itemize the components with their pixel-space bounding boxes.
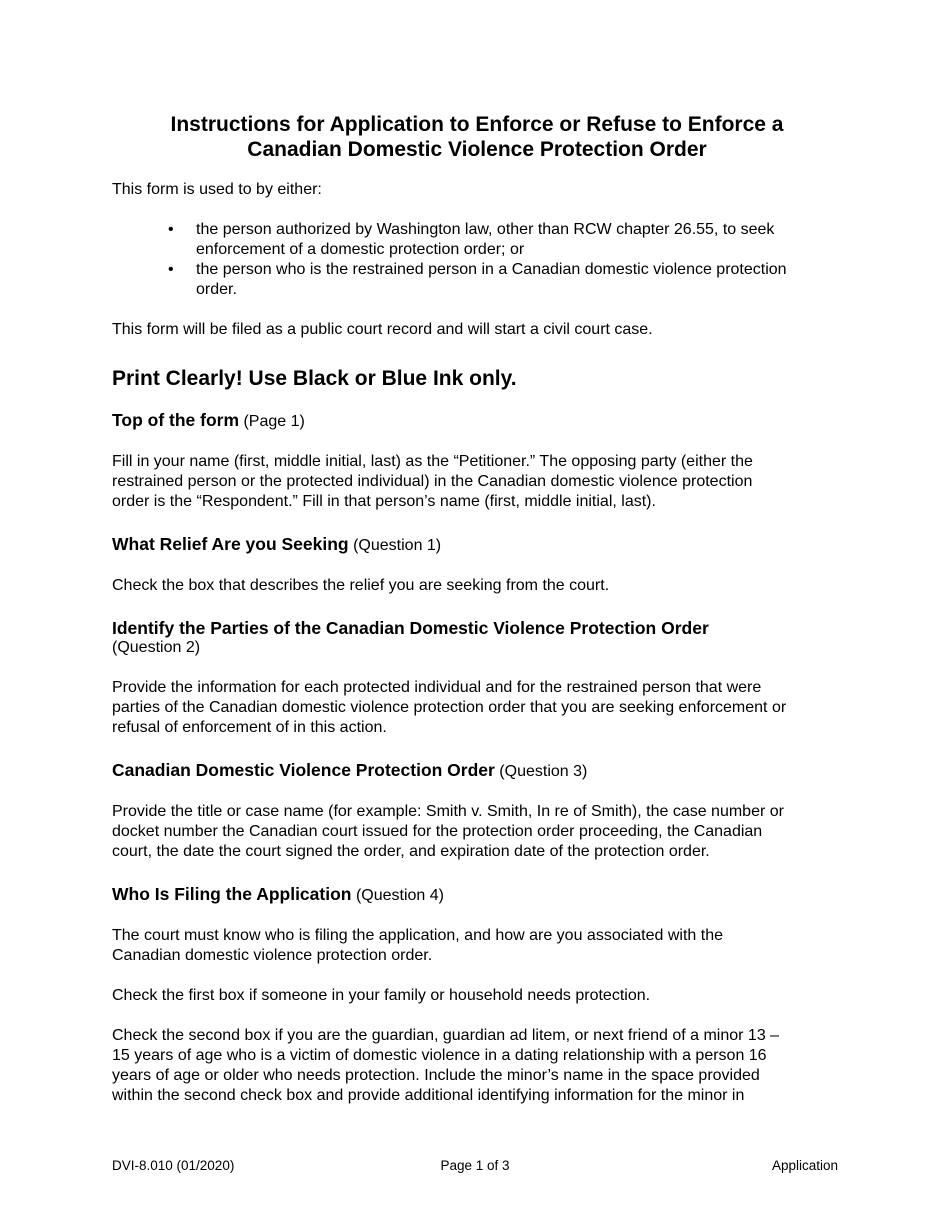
public-record-text: This form will be filed as a public court record and will start a civil court case. — [112, 321, 653, 338]
list-item — [112, 220, 842, 260]
body-line: Canadian domestic violence protection order. — [112, 947, 433, 964]
section-heading-title: Identify the Parties of the Canadian Domestic Violence Protection Order — [112, 618, 709, 638]
body-line: within the second check box and provide additional identifying information for the minor in — [112, 1087, 745, 1104]
section-heading-title: Who Is Filing the Application — [112, 884, 352, 904]
section-heading-relief — [112, 534, 842, 556]
section-heading-order — [112, 760, 842, 782]
footer-form-type: Application — [771, 1158, 838, 1173]
document-title — [112, 112, 842, 162]
body-line: restrained person or the protected individual) in the Canadian domestic violence protection — [112, 473, 753, 490]
filer-second-box-text — [112, 1026, 842, 1106]
body-line: order is the “Respondent.” Fill in that person’s name (first, middle initial, last). — [112, 493, 656, 510]
section-heading-parties — [112, 618, 842, 658]
body-line: Provide the title or case name (for example: Smith v. Smith, In re of Smith), the case number or — [112, 803, 784, 820]
section-heading-ref: (Question 2) — [112, 639, 201, 656]
bullet-icon: • — [168, 261, 174, 278]
section-heading-ref: (Question 4) — [355, 887, 444, 904]
bullet-line: the person authorized by Washington law, other than RCW chapter 26.55, to seek — [196, 221, 775, 238]
body-line: The court must know who is filing the application, and how are you associated with the — [112, 927, 723, 944]
bullet-list — [112, 220, 842, 300]
document-page — [112, 112, 842, 1106]
section-body — [112, 802, 842, 862]
section-body — [112, 926, 842, 966]
list-item — [112, 260, 842, 300]
body-line: Fill in your name (first, middle initial, last) as the “Petitioner.” The opposing party (either the — [112, 453, 753, 470]
section-heading-title: Top of the form — [112, 410, 240, 430]
section-heading-ref: (Page 1) — [243, 413, 305, 430]
section-heading-ref: (Question 3) — [499, 763, 588, 780]
bullet-icon: • — [168, 221, 174, 238]
title-line-1: Instructions for Application to Enforce or Refuse to Enforce a — [170, 113, 784, 136]
body-line: Check the second box if you are the guardian, guardian ad litem, or next friend of a minor 13 – — [112, 1027, 780, 1044]
body-line: docket number the Canadian court issued for the protection order proceeding, the Canadian — [112, 823, 763, 840]
body-line: refusal of enforcement of in this action. — [112, 719, 387, 736]
title-line-2: Canadian Domestic Violence Protection Order — [247, 138, 707, 161]
section-body — [112, 576, 842, 596]
body-line: parties of the Canadian domestic violence protection order that you are seeking enforcement or — [112, 699, 787, 716]
section-heading-title: What Relief Are you Seeking — [112, 534, 349, 554]
bullet-line: order. — [196, 281, 237, 298]
footer-page-number: Page 1 of 3 — [440, 1158, 510, 1173]
filer-first-box-text: Check the first box if someone in your family or household needs protection. — [112, 987, 651, 1004]
section-body — [112, 452, 842, 512]
footer-form-number: DVI-8.010 (01/2020) — [112, 1158, 235, 1173]
bullet-line: the person who is the restrained person in a Canadian domestic violence protection — [196, 261, 787, 278]
intro-text: This form is used to by either: — [112, 181, 322, 198]
body-line: Provide the information for each protected individual and for the restrained person that were — [112, 679, 762, 696]
section-heading-ref: (Question 1) — [353, 537, 442, 554]
bullet-line: enforcement of a domestic protection order; or — [196, 241, 525, 258]
page-footer — [112, 1156, 838, 1176]
section-heading-title: Canadian Domestic Violence Protection Order — [112, 760, 495, 780]
body-line: 15 years of age who is a victim of domestic violence in a dating relationship with a person 16 — [112, 1047, 767, 1064]
section-heading-top-of-form — [112, 410, 842, 432]
section-body — [112, 678, 842, 738]
body-line: Check the box that describes the relief you are seeking from the court. — [112, 577, 610, 594]
body-line: court, the date the court signed the order, and expiration date of the protection order. — [112, 843, 710, 860]
section-heading-filer — [112, 884, 842, 906]
body-line: years of age or older who needs protection. Include the minor’s name in the space provided — [112, 1067, 760, 1084]
print-clearly-heading: Print Clearly! Use Black or Blue Ink only. — [112, 367, 517, 390]
